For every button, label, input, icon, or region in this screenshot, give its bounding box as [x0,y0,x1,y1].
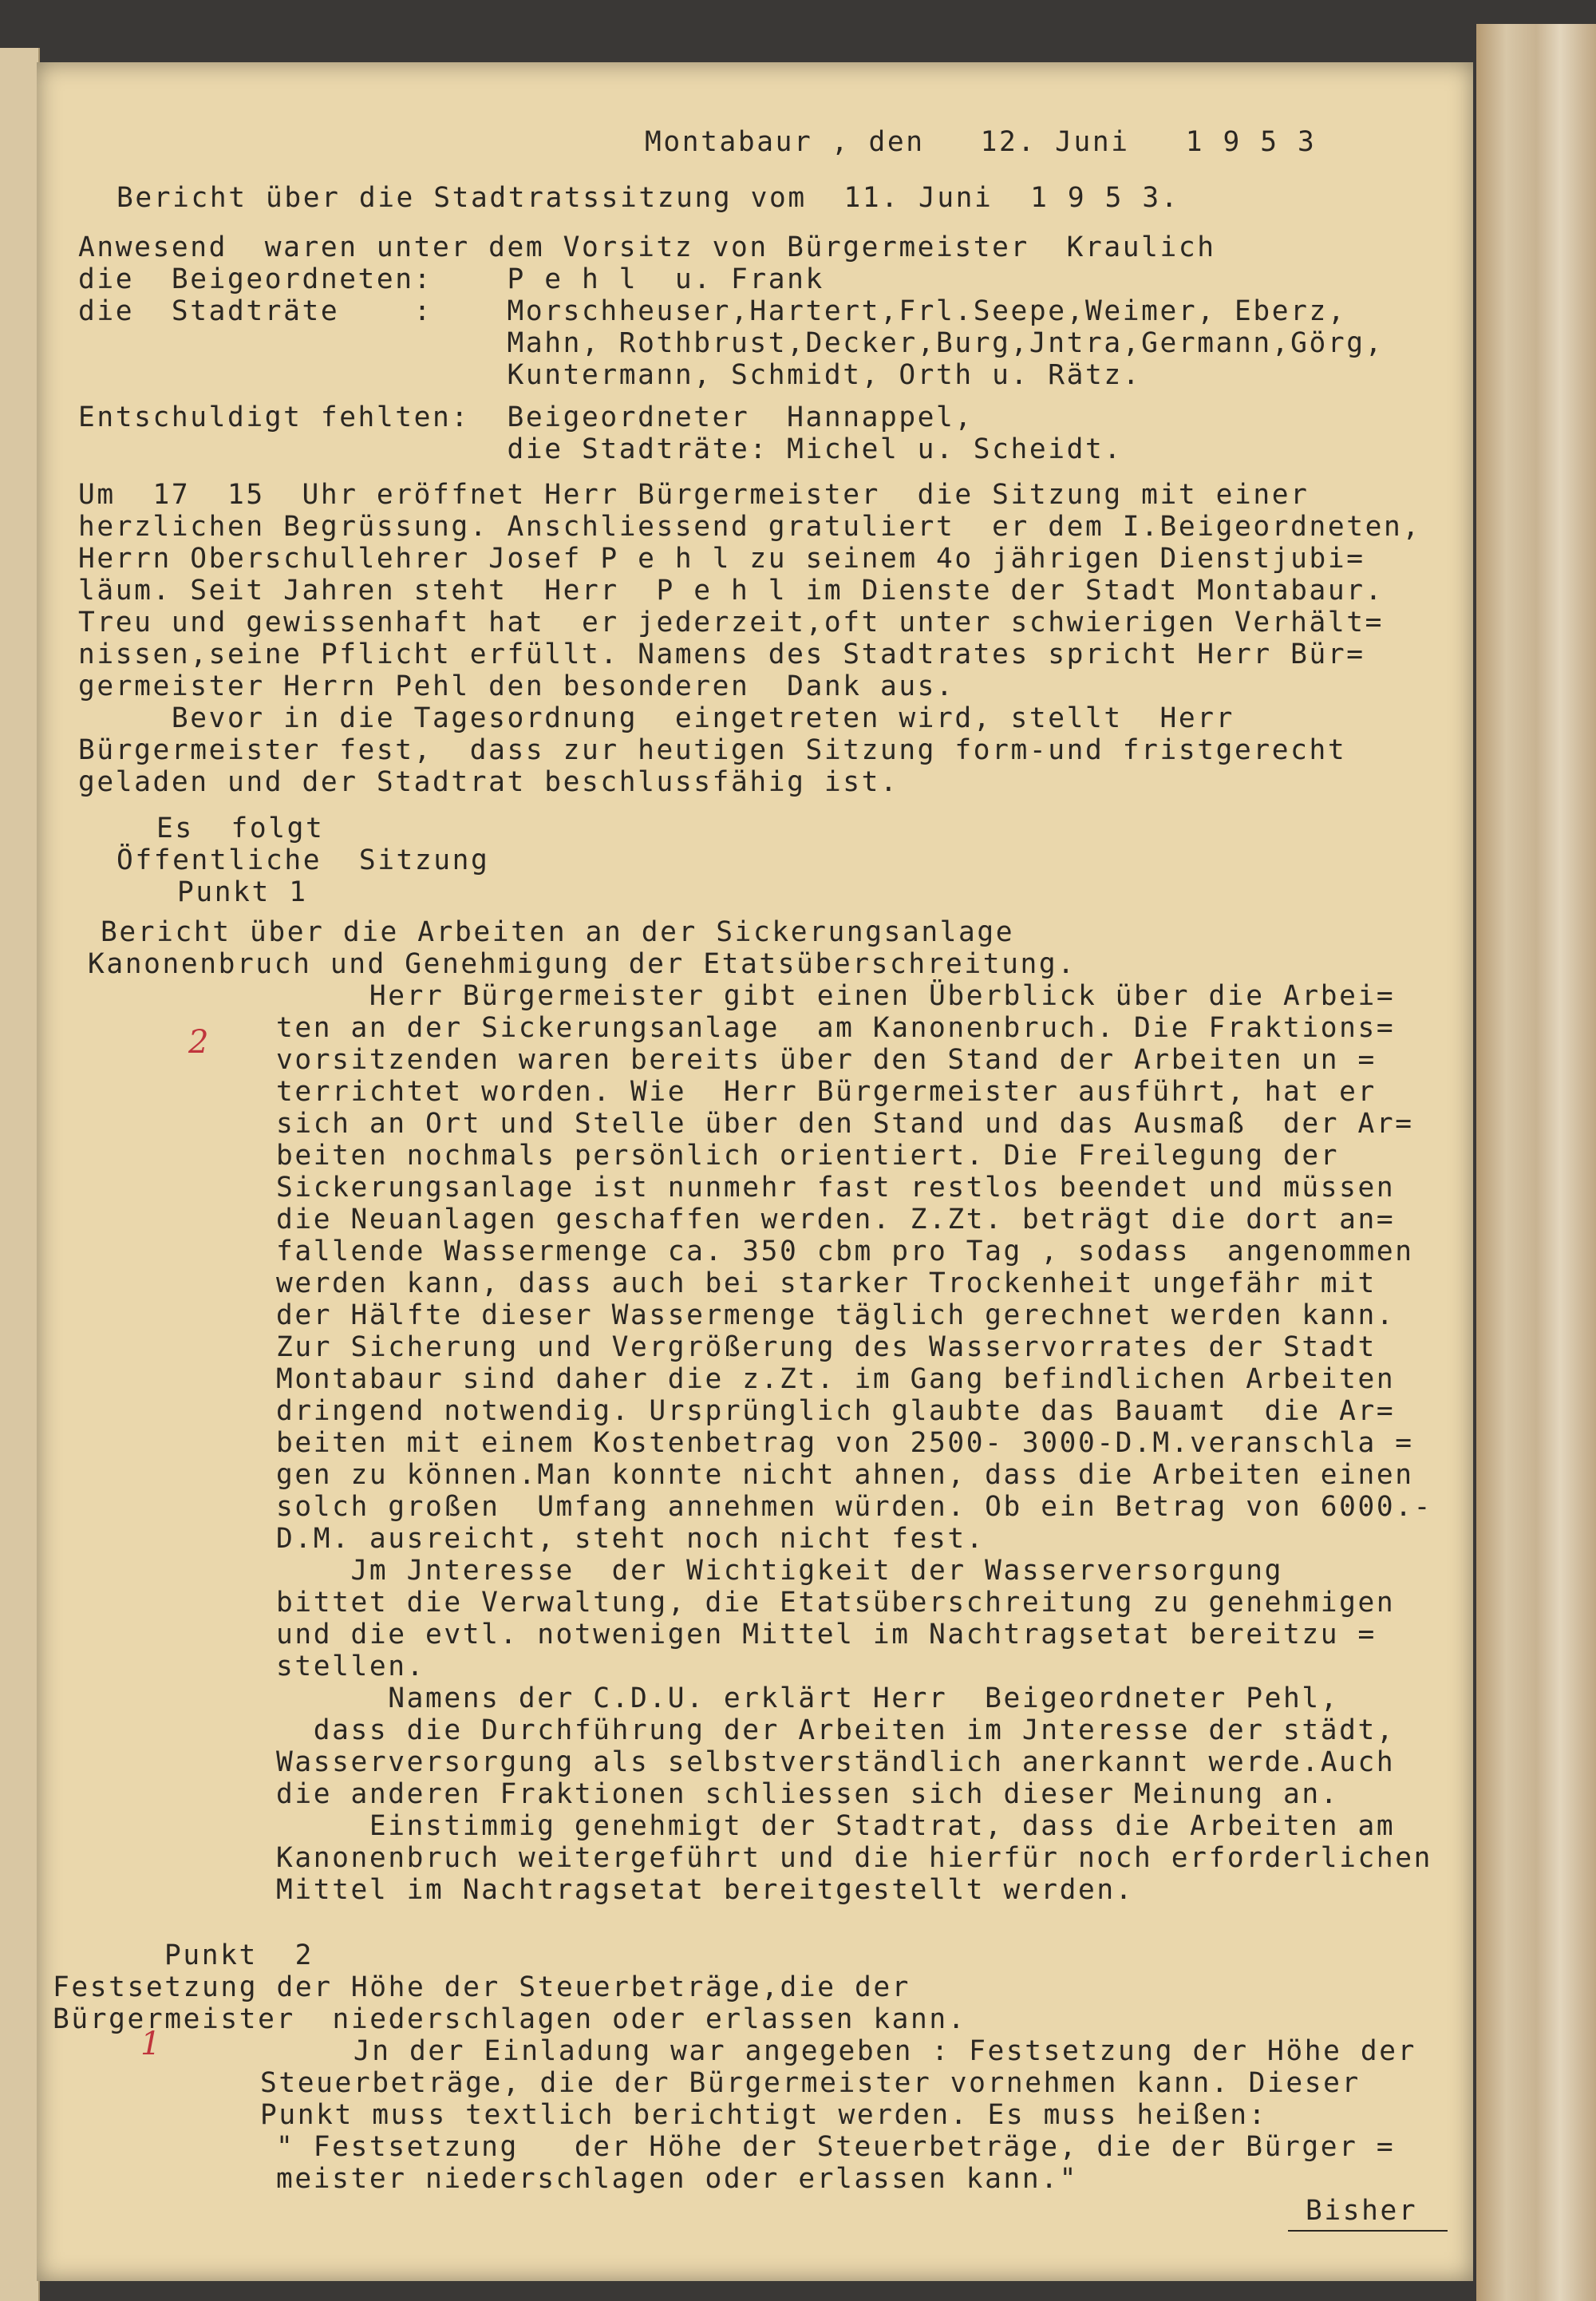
item1-body-line: gen zu können.Man konnte nicht ahnen, dass die Arbeiten einen [276,1459,1414,1491]
item1-body-line: dass die Durchführung der Arbeiten im Jnteresse der städt, [276,1714,1396,1746]
item1-body-line: Wasserversorgung als selbstverständlich anerkannt werde.Auch [276,1746,1396,1778]
intro-line: herzlichen Begrüssung. Anschliessend gratuliert er dem I.Beigeordneten, [78,511,1421,543]
book-page-stack-edge [1476,24,1596,2301]
item1-body-line: beiten mit einem Kostenbetrag von 2500- 3000-D.M.veranschla = [276,1427,1414,1459]
catchword-rule [1288,2230,1448,2232]
item1-body-line: ten an der Sickerungsanlage am Kanonenbruch. Die Fraktions= [276,1012,1396,1044]
document-page [37,62,1473,2281]
item1-body-line: Einstimmig genehmigt der Stadtrat, dass die Arbeiten am [276,1810,1396,1842]
intro-line: läum. Seit Jahren steht Herr P e h l im Dienste der Stadt Montabaur. [78,575,1384,607]
item1-heading: Kanonenbruch und Genehmigung der Etatsüberschreitung. [88,948,1077,980]
item1-body-line: bittet die Verwaltung, die Etatsüberschreitung zu genehmigen [276,1587,1396,1619]
intro-line: germeister Herrn Pehl den besonderen Dank aus. [78,670,955,702]
item1-body-line: sich an Ort und Stelle über den Stand und das Ausmaß der Ar= [276,1108,1414,1140]
item1-body-line: und die evtl. notwenigen Mittel im Nachtragsetat bereitzu = [276,1619,1377,1651]
item1-body-line: Mittel im Nachtragsetat bereitgestellt werden. [276,1874,1135,1906]
item1-body-line: Montabaur sind daher die z.Zt. im Gang befindlichen Arbeiten [276,1363,1396,1395]
item1-body-line: die Neuanlagen geschaffen werden. Z.Zt. beträgt die dort an= [276,1204,1396,1236]
item2-body-line: Steuerbeträge, die der Bürgermeister vornehmen kann. Dieser [260,2067,1361,2099]
attendance-line: Anwesend waren unter dem Vorsitz von Bürgermeister Kraulich [78,231,1216,263]
item1-body-line: solch großen Umfang annehmen würden. Ob ein Betrag von 6000.- [276,1491,1432,1523]
attendance-line: die Stadträte: Michel u. Scheidt. [78,433,1123,465]
attendance-line: die Stadträte : Morschheuser,Hartert,Frl.Seepe,Weimer, Eberz, [78,295,1347,327]
item1-heading: Bericht über die Arbeiten an der Sickerungsanlage [101,916,1015,948]
item1-body-line: D.M. ausreicht, steht noch nicht fest. [276,1523,986,1555]
intro-line: nissen,seine Pflicht erfüllt. Namens des Stadtrates spricht Herr Bür= [78,639,1365,670]
item2-heading: Festsetzung der Höhe der Steuerbeträge,die der [53,1971,911,2003]
item1-body-line: stellen. [276,1651,425,1682]
session-public: Öffentliche Sitzung [117,844,490,876]
item1-body-line: Kanonenbruch weitergeführt und die hierfür noch erforderlichen [276,1842,1432,1874]
item1-body-line: Zur Sicherung und Vergrößerung des Wasservorrates der Stadt [276,1331,1377,1363]
intro-line: Bevor in die Tagesordnung eingetreten wird, stellt Herr [78,702,1235,734]
item1-body-line: fallende Wassermenge ca. 350 cbm pro Tag , sodass angenommen [276,1236,1414,1267]
report-title: Bericht über die Stadtratssitzung vom 11. Juni 1 9 5 3. [117,182,1180,214]
margin-note: 2 [188,1024,209,1061]
item2-body-line: meister niederschlagen oder erlassen kann." [276,2163,1078,2195]
item1-body-line: werden kann, dass auch bei starker Trockenheit ungefähr mit [276,1267,1377,1299]
item2-body-line: Jn der Einladung war angegeben : Festsetzung der Höhe der [260,2035,1416,2067]
catchword: Bisher [1306,2195,1418,2227]
intro-line: Herrn Oberschullehrer Josef P e h l zu seinem 4o jährigen Dienstjubi= [78,543,1365,575]
item1-body-line: Herr Bürgermeister gibt einen Überblick über die Arbei= [276,980,1396,1012]
session-follows: Es folgt [156,812,325,844]
item1-body-line: dringend notwendig. Ursprünglich glaubte das Bauamt die Ar= [276,1395,1396,1427]
item2-body-line: Punkt muss textlich berichtigt werden. Es muss heißen: [260,2099,1268,2131]
intro-line: Treu und gewissenhaft hat er jederzeit,oft unter schwierigen Verhält= [78,607,1384,639]
intro-line: geladen und der Stadtrat beschlussfähig ist. [78,766,899,798]
margin-note: 1 [140,2026,161,2062]
item1-body-line: beiten nochmals persönlich orientiert. Die Freilegung der [276,1140,1340,1172]
item1-body-line: der Hälfte dieser Wassermenge täglich gerechnet werden kann. [276,1299,1396,1331]
attendance-line: Mahn, Rothbrust,Decker,Burg,Jntra,Germann,Görg, [78,327,1384,359]
adjacent-page-edge [0,48,40,2301]
attendance-line: Kuntermann, Schmidt, Orth u. Rätz. [78,359,1142,391]
item2-heading: Bürgermeister niederschlagen oder erlassen kann. [53,2003,967,2035]
item1-body-line: vorsitzenden waren bereits über den Stand der Arbeiten un = [276,1044,1377,1076]
item1-label: Punkt 1 [177,876,308,908]
item1-body-line: Sickerungsanlage ist nunmehr fast restlos beendet und müssen [276,1172,1396,1204]
intro-line: Bürgermeister fest, dass zur heutigen Sitzung form-und fristgerecht [78,734,1347,766]
item2-label: Punkt 2 [164,1939,314,1971]
item1-body-line: terrichtet worden. Wie Herr Bürgermeister ausführt, hat er [276,1076,1377,1108]
item1-body-line: die anderen Fraktionen schliessen sich dieser Meinung an. [276,1778,1340,1810]
item2-body-line: " Festsetzung der Höhe der Steuerbeträge, die der Bürger = [276,2131,1396,2163]
attendance-line: die Beigeordneten: P e h l u. Frank [78,263,824,295]
place-date: Montabaur , den 12. Juni 1 9 5 3 [645,126,1317,158]
intro-line: Um 17 15 Uhr eröffnet Herr Bürgermeister die Sitzung mit einer [78,479,1310,511]
attendance-line: Entschuldigt fehlten: Beigeordneter Hannappel, [78,401,974,433]
item1-body-line: Namens der C.D.U. erklärt Herr Beigeordneter Pehl, [276,1682,1340,1714]
item1-body-line: Jm Jnteresse der Wichtigkeit der Wasserversorgung [276,1555,1284,1587]
